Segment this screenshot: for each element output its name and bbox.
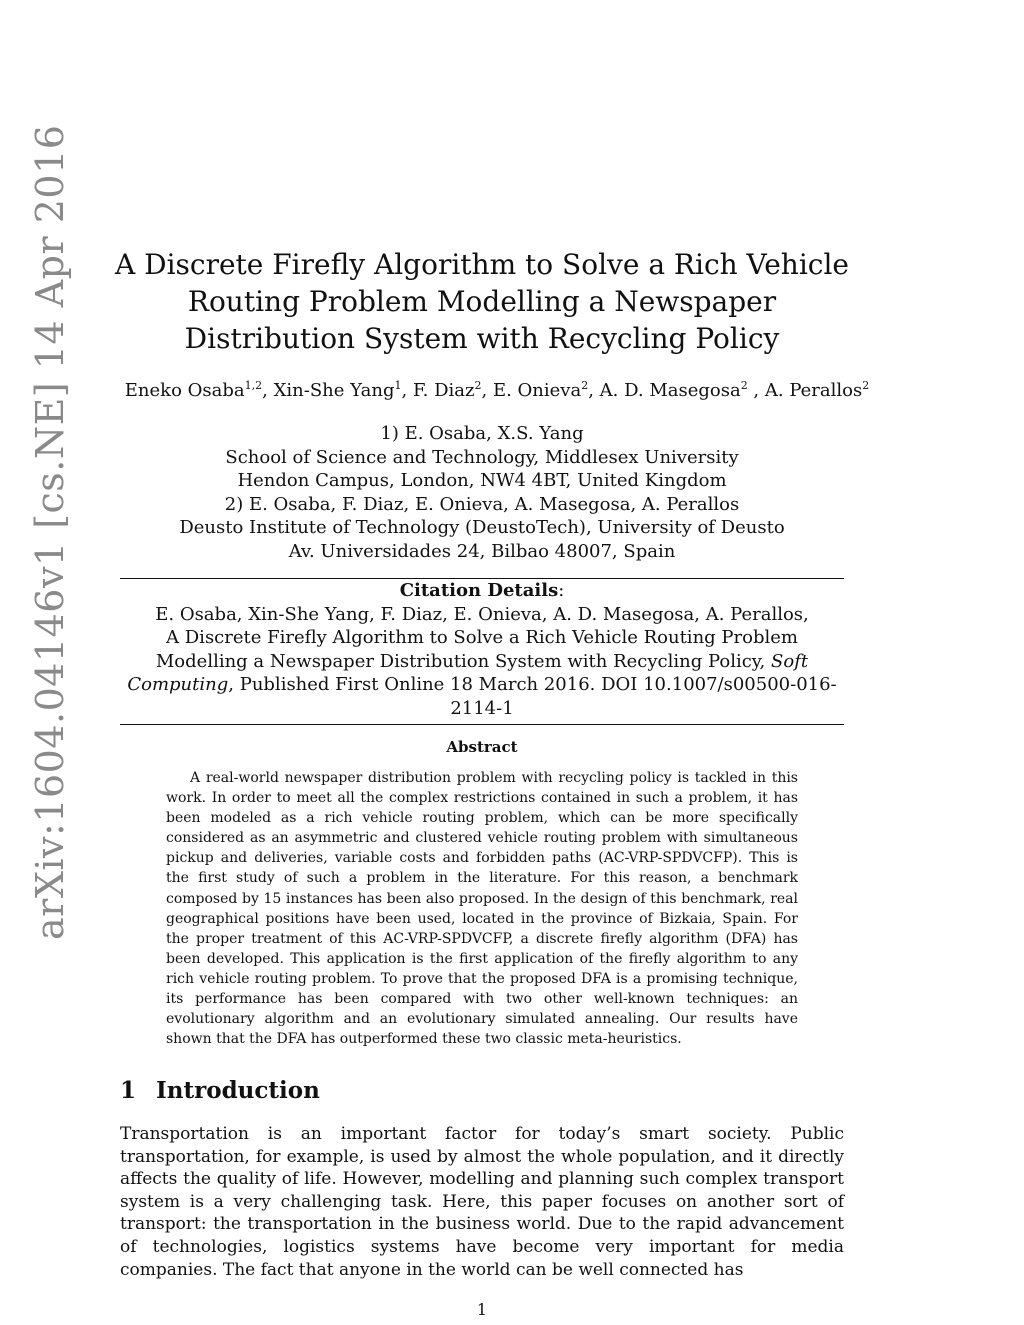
section-number: 1 [120,1077,137,1104]
affiliation-line: Hendon Campus, London, NW4 4BT, United Kingdom [237,470,727,491]
author: E. Onieva$^2$ [492,379,589,401]
affiliation-line: Deusto Institute of Technology (DeustoTech), University of Deusto [179,517,785,538]
affiliation-line: 2) E. Osaba, F. Diaz, E. Onieva, A. Masegosa, A. Perallos [224,493,740,515]
author: A. Perallos$^2$ [764,379,870,401]
author: Eneko Osaba$^{1,2}$ [124,379,263,401]
citation-heading: Citation Details [399,580,559,601]
citation-authors: E. Osaba, Xin-She Yang, F. Diaz, E. Onieva, A. D. Masegosa, A. Perallos, [155,603,809,625]
arxiv-stamp: arXiv:1604.04146v1 [cs.NE] 14 Apr 2016 [28,124,72,940]
author: A. D. Masegosa$^2$ [599,379,748,401]
citation-box: Citation Details: E. Osaba, Xin-She Yang, F. Diaz, E. Onieva, A. D. Masegosa, A. Perallos, A Discrete Firefly Algorithm to Solve a Rich Vehicle Routing Problem Modelling a Newspaper Distribution System with Recycling Policy, Soft Computing, Published First Online 18 March 2016. DOI 10.1007/s00500-016-2114-1 [120,578,844,725]
affiliation-line: School of Science and Technology, Middlesex University [225,446,739,468]
page-number: 1 [476,1300,488,1319]
author: Xin-She Yang$^1$ [273,379,402,401]
citation-journal: Soft Computing [127,650,809,695]
paper-title: A Discrete Firefly Algorithm to Solve a Rich Vehicle Routing Problem Modelling a Newspaper Distribution System with Recycling Policy [115,248,849,355]
abstract-text: A real-world newspaper distribution problem with recycling policy is tackled in this work. In order to meet all the complex restrictions contained in such a problem, it has been modeled as a rich vehicle routing problem, which can be more specifically considered as an asymmetric and clustered vehicle routing problem with simultaneous pickup and deliveries, variable costs and forbidden paths (AC-VRP-SPDVCFP). This is the first study of such a problem in the literature. For this reason, a benchmark composed by 15 instances has been also proposed. In the design of this benchmark, real geographical positions have been used, located in the province of Bizkaia, Spain. For the proper treatment of this AC-VRP-SPDVCFP, a discrete firefly algorithm (DFA) has been developed. This application is the first application of the firefly algorithm to any rich vehicle routing problem. To prove that the proposed DFA is a promising technique, its performance has been compared with two other well-known techniques: an evolutionary algorithm and an evolutionary simulated annealing. Our results have shown that the DFA has outperformed these two classic meta-heuristics. [166,770,798,1048]
author-list: Eneko Osaba$^{1,2}$, Xin-She Yang$^1$, F. Diaz$^2$, E. Onieva$^2$, A. D. Masegosa$^2$ , A. Perallos$^2$ [124,379,870,401]
author: F. Diaz$^2$ [412,379,482,401]
affiliation-line: Av. Universidades 24, Bilbao 48007, Spain [288,540,676,562]
citation-reference: A Discrete Firefly Algorithm to Solve a Rich Vehicle Routing Problem Modelling a Newspaper Distribution System with Recycling Policy, Soft Computing, Published First Online 18 March 2016. DOI 10.1007/s00500-016-2114-1 [127,627,837,719]
abstract-heading: Abstract [446,738,518,756]
section-heading [120,1077,320,1104]
affiliations [120,422,844,563]
affiliation-line: 1) E. Osaba, X.S. Yang [380,423,584,444]
section-body: Transportation is an important factor for today’s smart society. Public transportation, for example, is used by almost the whole population, and it directly affects the quality of life. However, modelling and planning such complex transport system is a very challenging task. Here, this paper focuses on another sort of transport: the transportation in the business world. Due to the rapid advancement of technologies, logistics systems have become very important for media companies. The fact that anyone in the world can be well connected has [120,1124,844,1280]
section-title: Introduction [156,1077,320,1104]
